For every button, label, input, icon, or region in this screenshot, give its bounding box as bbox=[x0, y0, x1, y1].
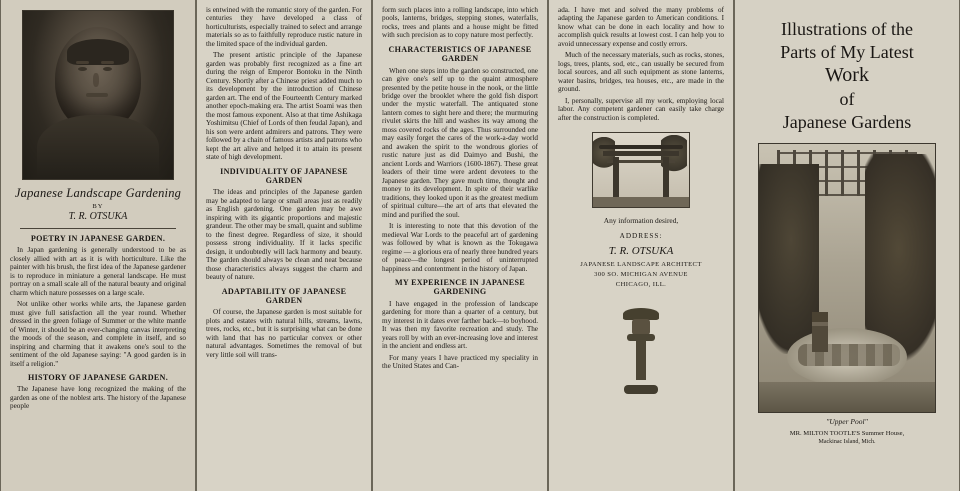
panel1-body bbox=[10, 246, 186, 368]
panel1-author: T. R. OTSUKA bbox=[68, 211, 128, 222]
any-information-line: Any information desired, bbox=[603, 216, 679, 226]
photo-credit bbox=[744, 430, 950, 447]
photo-credit-line-1: MR. MILTON TOOTLE'S Summer House, bbox=[789, 430, 905, 437]
paragraph: The present artistic principle of the Japanese garden was probably first recognized as a fine art during the reign of Emperor Bontoku in the Ninth Century. Shortly after a Chinese priest added much to its development by the introduction of Chinese garden art. The end of the Fourteenth Century marked another epoch-making era. The artist Soami was then the most famous exponent. Also at that time Ashikaga Yoshimitsu (Chief of Lords of then feudal Japan), and his son were ardent admirers and patrons. They were followed by a chain of famous artists and patrons who kept the art alive and helped it to attain its present state of high development. bbox=[206, 51, 362, 162]
panel-1 bbox=[0, 0, 196, 491]
cover-photograph bbox=[758, 143, 936, 413]
paragraph: Not unlike other works while arts, the Japanese garden must give full satisfaction all the year round. Whether dressed in the green foliage of Summer or the white mantle of Winter, it should be an ever-changing canvas interpreting the moods of the season, and complete in itself, and so inspiring and charming that it awakens one's soul to the sentiment of the old Japanese saying: "A good garden is in itself a religion." bbox=[10, 300, 186, 368]
panel-3 bbox=[372, 0, 548, 491]
panel2-heading-individuality: INDIVIDUALITY OF JAPANESE GARDEN bbox=[220, 166, 348, 186]
cover-title-line-5: Japanese Gardens bbox=[782, 111, 912, 132]
panel1-by: BY bbox=[92, 203, 104, 210]
panel2-heading-adaptability: ADAPTABILITY OF JAPANESE GARDEN bbox=[221, 286, 347, 305]
garden-gate-illustration bbox=[592, 132, 690, 208]
panel1-heading-history: HISTORY OF JAPANESE GARDEN. bbox=[27, 373, 169, 383]
paragraph: It is interesting to note that this devotion of the medieval War Lords to the peaceful art of gardening was followed by what is known as the Tokugawa regime — a glorious era of nearly three hundred years of peace—the longest period of uninterrupted happiness and contentment in the history of Japan. bbox=[382, 222, 538, 273]
cover-title-line-3: Work bbox=[825, 64, 869, 86]
paragraph: I, personally, supervise all my work, employing local labor. Any competent gardener can easily take charge after the construction is completed. bbox=[558, 96, 724, 122]
portrait-face bbox=[73, 51, 123, 111]
panel2-body-2 bbox=[206, 188, 362, 281]
panel3-body-3 bbox=[382, 300, 538, 371]
panel-5-cover bbox=[734, 0, 960, 491]
paragraph: is entwined with the romantic story of the garden. For centuries they have developed a class of horticulturists, especially trained to select and arrange materials so as to faithfully reproduce rustic nature in the limited space of the individual garden. bbox=[206, 6, 362, 48]
panel1-title: Japanese Landscape Gardening bbox=[14, 186, 182, 200]
paragraph: The Japanese have long recognized the making of the garden as one of the noblest arts. The history of the Japanese people bbox=[10, 385, 186, 411]
panel1-body-2 bbox=[10, 385, 186, 410]
panel3-heading-experience: MY EXPERIENCE IN JAPANESE GARDENING bbox=[394, 278, 526, 297]
paragraph: ada. I have met and solved the many problems of adapting the Japanese garden to American conditions. I know what can be done in each locality and how to accomplish quick results at lowest cost. I can help you to avoid unnecessary expense and costly errors. bbox=[558, 6, 724, 48]
panel1-heading-poetry: POETRY IN JAPANESE GARDEN. bbox=[30, 234, 166, 243]
panel2-body bbox=[206, 6, 362, 162]
contact-street: 300 SO. MICHIGAN AVENUE bbox=[594, 270, 688, 278]
divider bbox=[20, 228, 176, 229]
panel-2 bbox=[196, 0, 372, 491]
paragraph: Of course, the Japanese garden is most suitable for plots and estates with natural hills, streams, lawns, trees, rocks, etc., but it is surprising what can be done with land that has no particular convex or other natural advantages. Sometimes the removal of but very little soil will trans- bbox=[206, 308, 362, 359]
paragraph: form such places into a rolling landscape, into which pools, lanterns, bridges, stepping stones, waterfalls, rocks, trees and plants and a house might be fitted with such precision as to copy nature most perfectly. bbox=[382, 6, 538, 40]
cover-title-line-1: Illustrations of the bbox=[781, 19, 913, 39]
contact-block bbox=[558, 216, 724, 289]
panel3-heading-characteristics: CHARACTERISTICS OF JAPANESE GARDEN bbox=[388, 44, 532, 64]
stone-lantern-illustration bbox=[614, 308, 668, 394]
paragraph: Much of the necessary materials, such as rocks, stones, logs, trees, plants, sod, etc., can usually be secured from local sources, and all such equipment as stone lanterns, water basins, bridges, tea houses, etc., are made in the ground. bbox=[558, 51, 724, 94]
paragraph: The ideas and principles of the Japanese garden may be adapted to large or small areas just as readily as English gardening. One garden may be awe inspiring with its gigantic proportions and majestic grandeur. The other may be small, quaint and sublime to the finest degree. Regardless of size, it should possess strong individuality. If it lacks specific design, it undoubtedly will lack harmony and beauty. The garden should always be clean and neat because those characteristics always suggest the charm and beauty of nature. bbox=[206, 188, 362, 282]
cover-title-line-2: Parts of My Latest bbox=[780, 41, 914, 62]
contact-city: CHICAGO, ILL. bbox=[615, 280, 667, 288]
contact-name: T. R. OTSUKA bbox=[608, 245, 674, 257]
panel4-body bbox=[558, 6, 724, 122]
panel3-body bbox=[382, 6, 538, 40]
address-label: ADDRESS: bbox=[619, 232, 663, 241]
cover-title-line-4: of bbox=[839, 89, 855, 109]
cover-title bbox=[750, 18, 944, 133]
panel-4 bbox=[548, 0, 734, 491]
panel2-body-3 bbox=[206, 308, 362, 359]
contact-profession: JAPANESE LANDSCAPE ARCHITECT bbox=[580, 260, 702, 268]
paragraph: When one steps into the garden so constructed, one can give one's self up to the quaint atmosphere presented by the petite house in the nook, or the little bridge over the brooklet where the gold fish disport under the mystic waterfall. The antiquated stone lantern comes to sight here and there; the murmuring rivulet skirts the hill and washes its way among the moss covered rocks of the ages. Thus surrounded one may easily forget the cares of the work-a-day world and awaken the spirit to the wondrous glories of rustic nature just as did Daimyo and Bushi, the ancient Lords and Warriors (1600-1867). These great leaders of their time were ardent devotees to the Japanese garden. They gave much time, thought and money to its development. In spite of their warlike traditions, they looked upon it as the greatest medium of spiritual culture—the art of arts that elevated the mind and purified the soul. bbox=[382, 66, 538, 219]
paragraph: I have engaged in the profession of landscape gardening for more than a quarter of a century, but my interest in it dates ever farther back—to boyhood. It was then my favorite recreation and study. The years roll by with an ever-increasing love and interest in the ancient and endless art. bbox=[382, 299, 538, 351]
panel3-body-2 bbox=[382, 67, 538, 274]
photo-credit-line-2: Mackinac Island, Mich. bbox=[818, 439, 876, 446]
paragraph: In Japan gardening is generally understood to be as closely allied with art as it is with horticulture. Like the painter with his brush, the first idea of the Japanese gardener is to reproduce in miniature a general landscape. He must portray on a small scale all of the natural beauty and original charm which nature possesses on a large scale. bbox=[10, 246, 186, 297]
author-portrait bbox=[22, 10, 174, 180]
photo-caption: "Upper Pool" bbox=[826, 417, 868, 426]
paragraph: For many years I have practiced my speciality in the United States and Can- bbox=[382, 353, 538, 371]
